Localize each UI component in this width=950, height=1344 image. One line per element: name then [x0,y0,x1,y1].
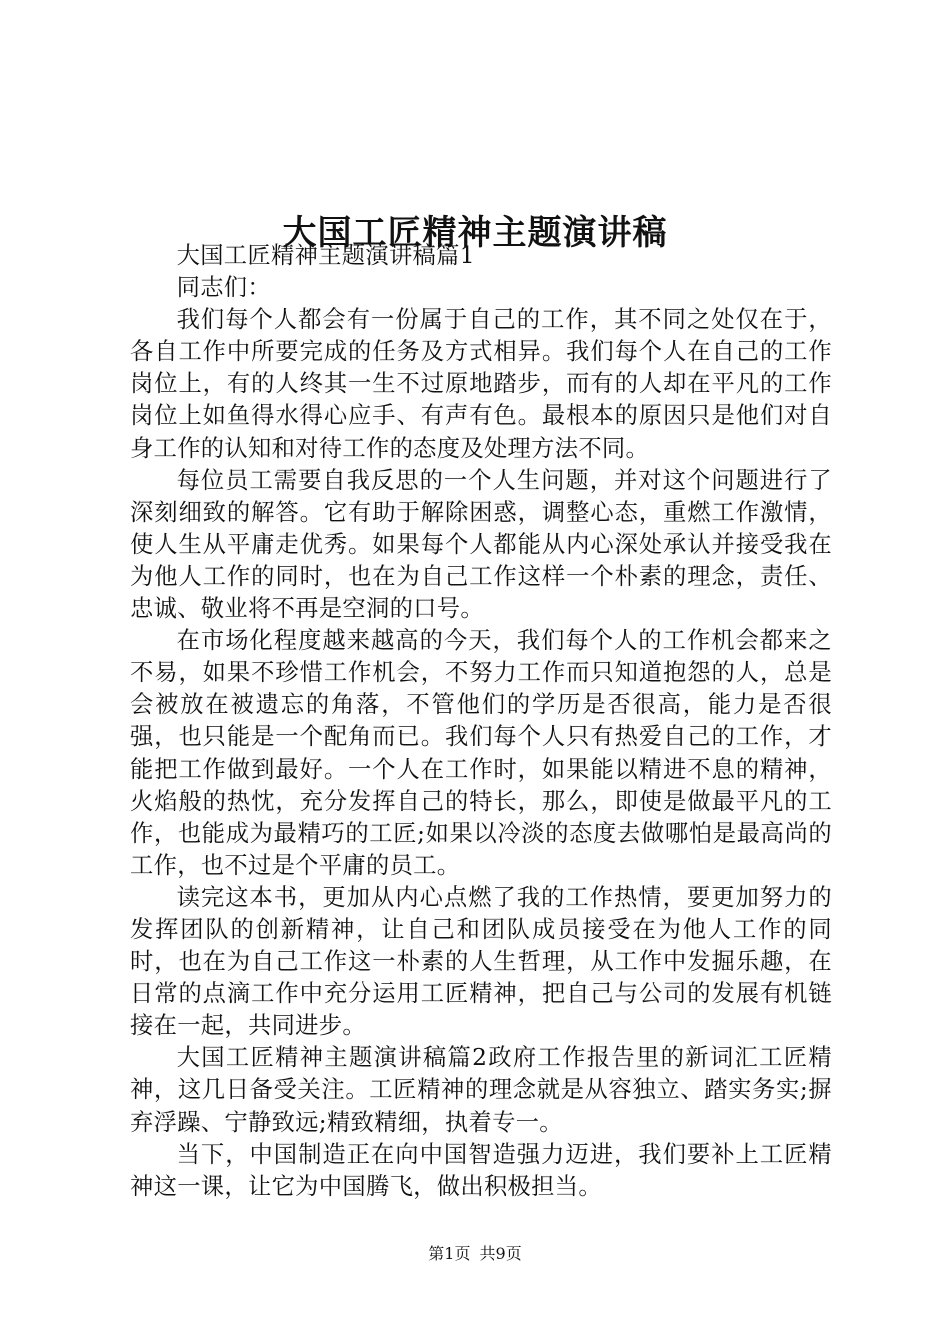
page-number: 第1页 [428,1244,471,1263]
paragraph-salutation: 同志们： [176,274,271,302]
page-footer [0,1243,950,1265]
page-total: 共9页 [479,1244,522,1263]
paragraph: 当下，中国制造正在向中国智造强力迈进，我们要补上工匠精神这一课，让它为中国腾飞，做出积极担当。 [130,1140,832,1200]
document-title: 大国工匠精神主题演讲稿 [282,212,668,253]
paragraph: 在市场化程度越来越高的今天，我们每个人的工作机会都来之不易，如果不珍惜工作机会，不努力工作而只知道抱怨的人，总是会被放在被遗忘的角落，不管他们的学历是否很高，能力是否很强，也只能是一个配角而已。我们每个人只有热爱自己的工作，才能把工作做到最好。一个人在工作时，如果能以精进不息的精神，火焰般的热忱，充分发挥自己的特长，那么，即使是做最平凡的工作，也能成为最精巧的工匠;如果以冷淡的态度去做哪怕是最高尚的工作，也不过是个平庸的员工。 [130,627,832,879]
paragraph: 读完这本书，更加从内心点燃了我的工作热情，要更加努力的发挥团队的创新精神，让自己和团队成员接受在为他人工作的同时，也在为自己工作这一朴素的人生哲理，从工作中发掘乐趣，在日常的点滴工作中充分运用工匠精神，把自己与公司的发展有机链接在一起，共同进步。 [130,883,832,1040]
paragraph-section-heading-1: 大国工匠精神主题演讲稿篇1 [176,242,475,269]
paragraph: 每位员工需要自我反思的一个人生问题，并对这个问题进行了深刻细致的解答。它有助于解除困惑，调整心态，重燃工作激情，使人生从平庸走优秀。如果每个人都能从内心深处承认并接受我在为他人工作的同时，也在为自己工作这样一个朴素的理念，责任、忠诚、敬业将不再是空洞的口号。 [130,466,832,623]
paragraph: 我们每个人都会有一份属于自己的工作，其不同之处仅在于，各自工作中所要完成的任务及方式相异。我们每个人在自己的工作岗位上，有的人终其一生不过原地踏步，而有的人却在平凡的工作岗位上如鱼得水得心应手、有声有色。最根本的原因只是他们对自身工作的认知和对待工作的态度及处理方法不同。 [130,306,832,462]
document-body [130,240,832,1203]
paragraph-section-2: 大国工匠精神主题演讲稿篇2政府工作报告里的新词汇工匠精神，这几日备受关注。工匠精神的理念就是从容独立、踏实务实;摒弃浮躁、宁静致远;精致精细，执着专一。 [130,1044,832,1136]
